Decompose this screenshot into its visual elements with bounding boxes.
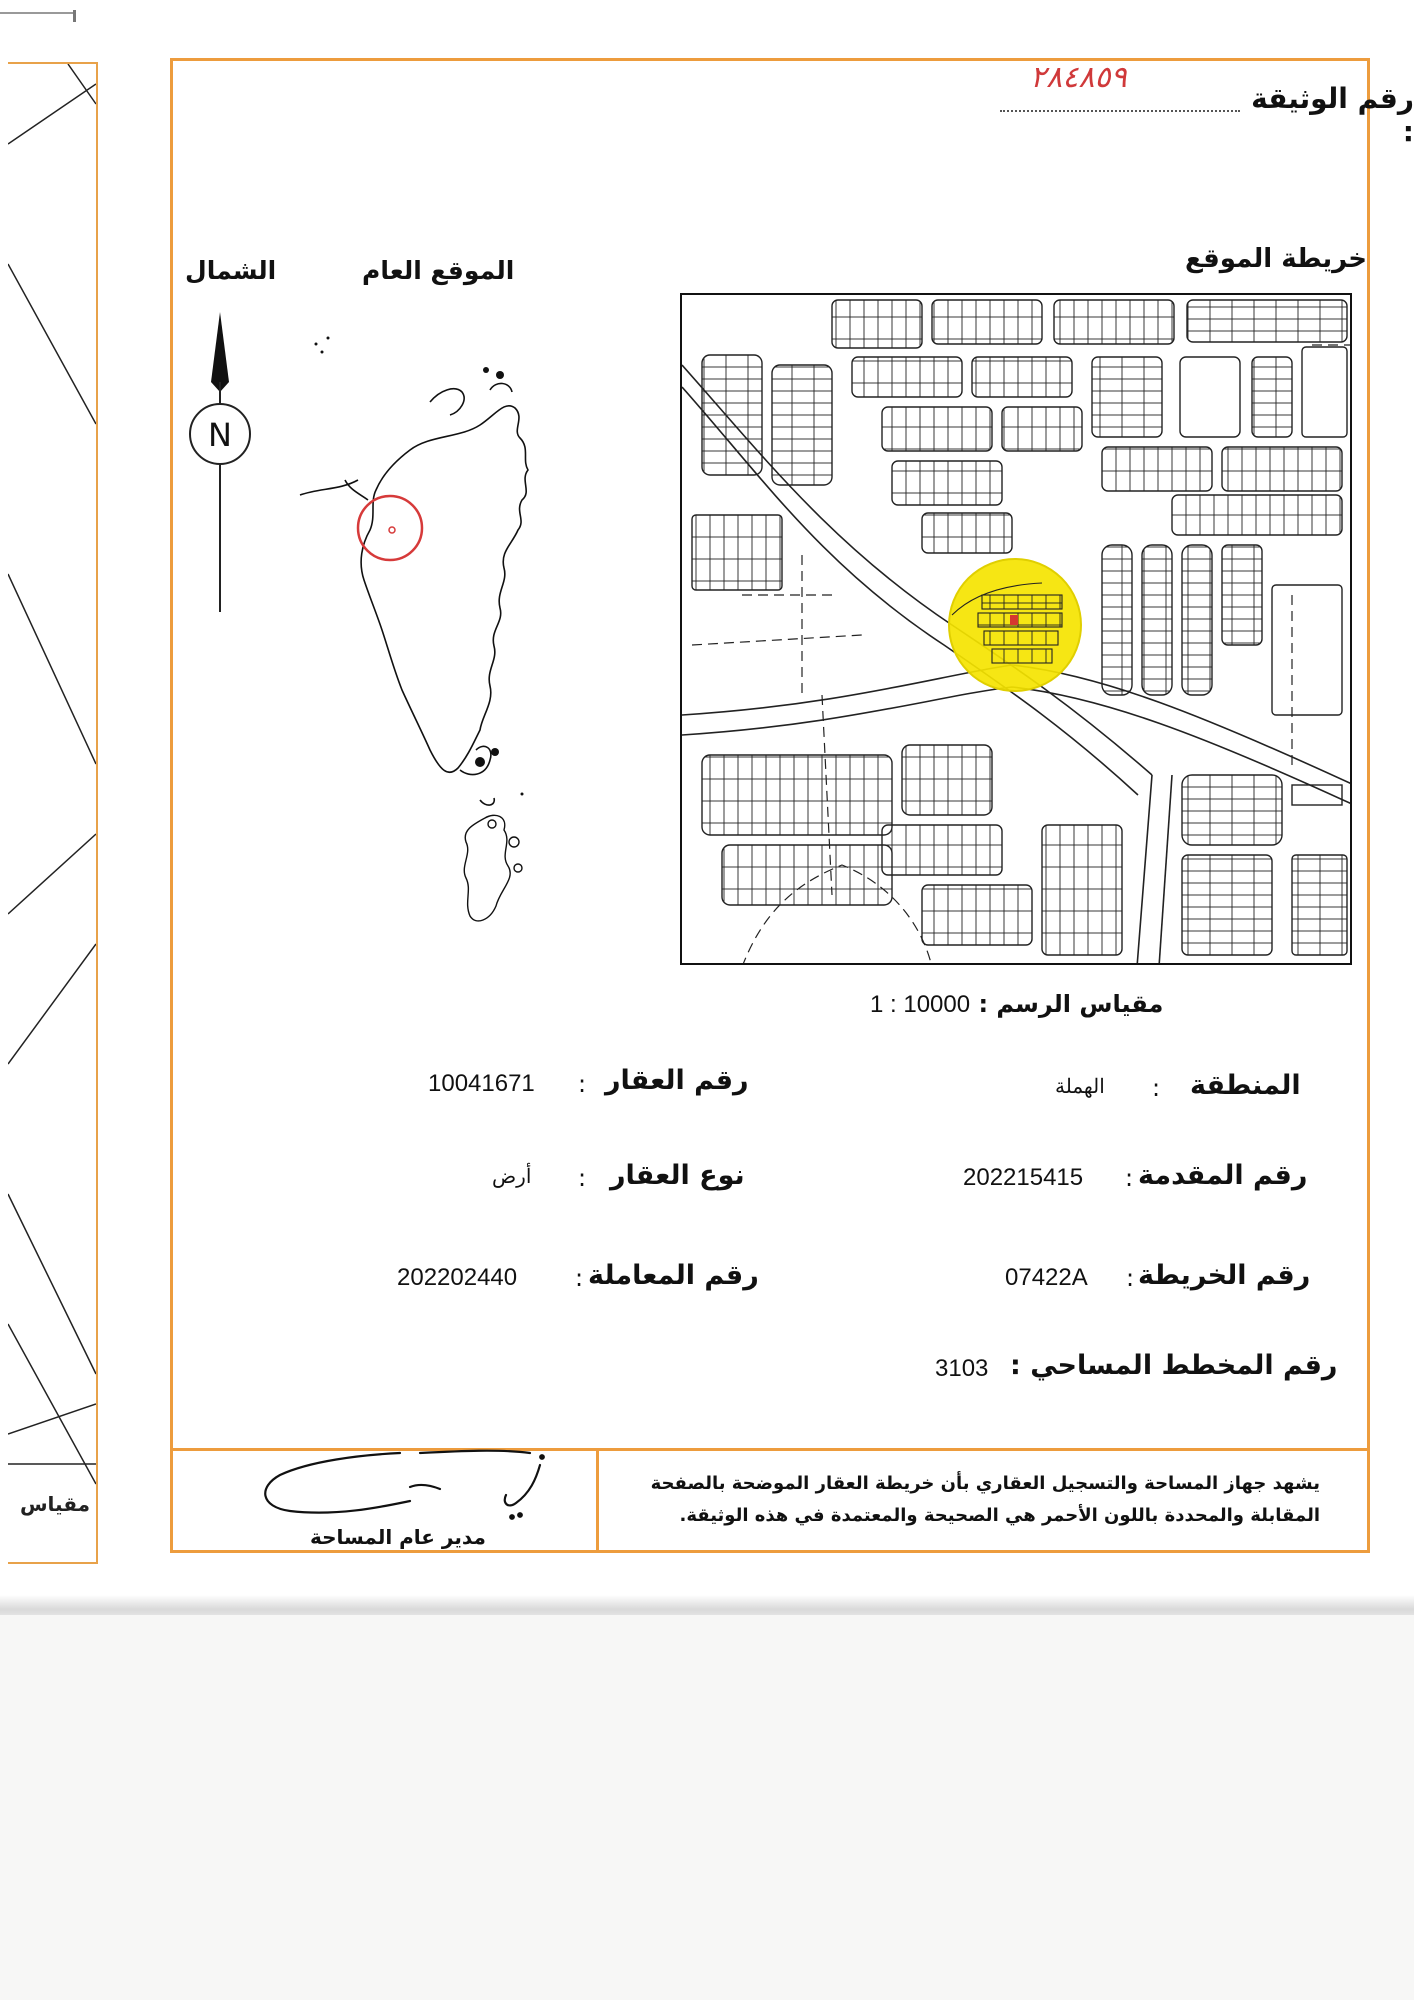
transaction-number-colon: : xyxy=(575,1264,584,1292)
map-number-label: رقم الخريطة xyxy=(1138,1260,1311,1291)
site-map-drawing xyxy=(682,295,1352,965)
site-map-title: خريطة الموقع xyxy=(1185,244,1368,274)
crop-mark-vertical xyxy=(73,10,76,22)
crop-mark xyxy=(0,12,75,14)
transaction-number-value: 202202440 xyxy=(397,1264,518,1291)
certification-text: يشهد جهاز المساحة والتسجيل العقاري بأن خريطة العقار الموضحة بالصفحة المقابلة والمحددة باللون الأحمر هي الصحيحة والمعتمدة في هذه الوثيقة. xyxy=(650,1473,1320,1526)
property-number-label: رقم العقار xyxy=(605,1065,749,1096)
adjacent-page-strip xyxy=(8,62,98,1564)
document-number-dotted-line xyxy=(1000,100,1240,112)
survey-plan-value: 3103 xyxy=(935,1355,989,1382)
scale-line xyxy=(870,990,1163,1019)
scale-value: 1 : 10000 xyxy=(870,991,971,1018)
property-type-label: نوع العقار xyxy=(610,1160,745,1191)
scale-label: مقياس الرسم : xyxy=(978,990,1164,1018)
property-type-colon: : xyxy=(578,1164,587,1192)
application-number-label: رقم المقدمة xyxy=(1138,1160,1308,1191)
north-title: الشمال xyxy=(185,256,277,285)
adjacent-map-lines xyxy=(8,64,96,1562)
map-number-colon: : xyxy=(1126,1264,1135,1292)
property-number-value: 10041671 xyxy=(428,1070,535,1097)
north-arrow-icon xyxy=(185,312,255,612)
application-number-value: 202215415 xyxy=(963,1164,1084,1191)
compass-letter: N xyxy=(208,416,232,454)
bahrain-outline-map xyxy=(290,330,550,930)
survey-plan-label: رقم المخطط المساحي : xyxy=(1010,1350,1338,1381)
region-label: المنطقة xyxy=(1190,1070,1301,1101)
footer-divider xyxy=(596,1448,599,1553)
site-map xyxy=(680,293,1352,965)
document-number-value: ٢٨٤٨٥٩ xyxy=(1030,60,1127,95)
property-parcel-marker xyxy=(1010,615,1018,625)
general-location-title: الموقع العام xyxy=(362,256,515,285)
signature-image xyxy=(250,1445,570,1525)
scale-label-fragment: مقياس xyxy=(19,1492,90,1516)
map-number-value: 07422A xyxy=(1005,1264,1088,1291)
region-value: الهملة xyxy=(1055,1076,1105,1098)
scanner-background xyxy=(0,1615,1414,2000)
document-number-label: رقم الوثيقة : xyxy=(1251,82,1414,148)
application-number-colon: : xyxy=(1125,1164,1134,1192)
transaction-number-label: رقم المعاملة xyxy=(588,1260,759,1291)
signatory-title: مدير عام المساحة xyxy=(310,1525,486,1549)
region-colon: : xyxy=(1152,1074,1161,1102)
property-type-value: أرض xyxy=(492,1166,532,1188)
property-number-colon: : xyxy=(578,1070,587,1098)
